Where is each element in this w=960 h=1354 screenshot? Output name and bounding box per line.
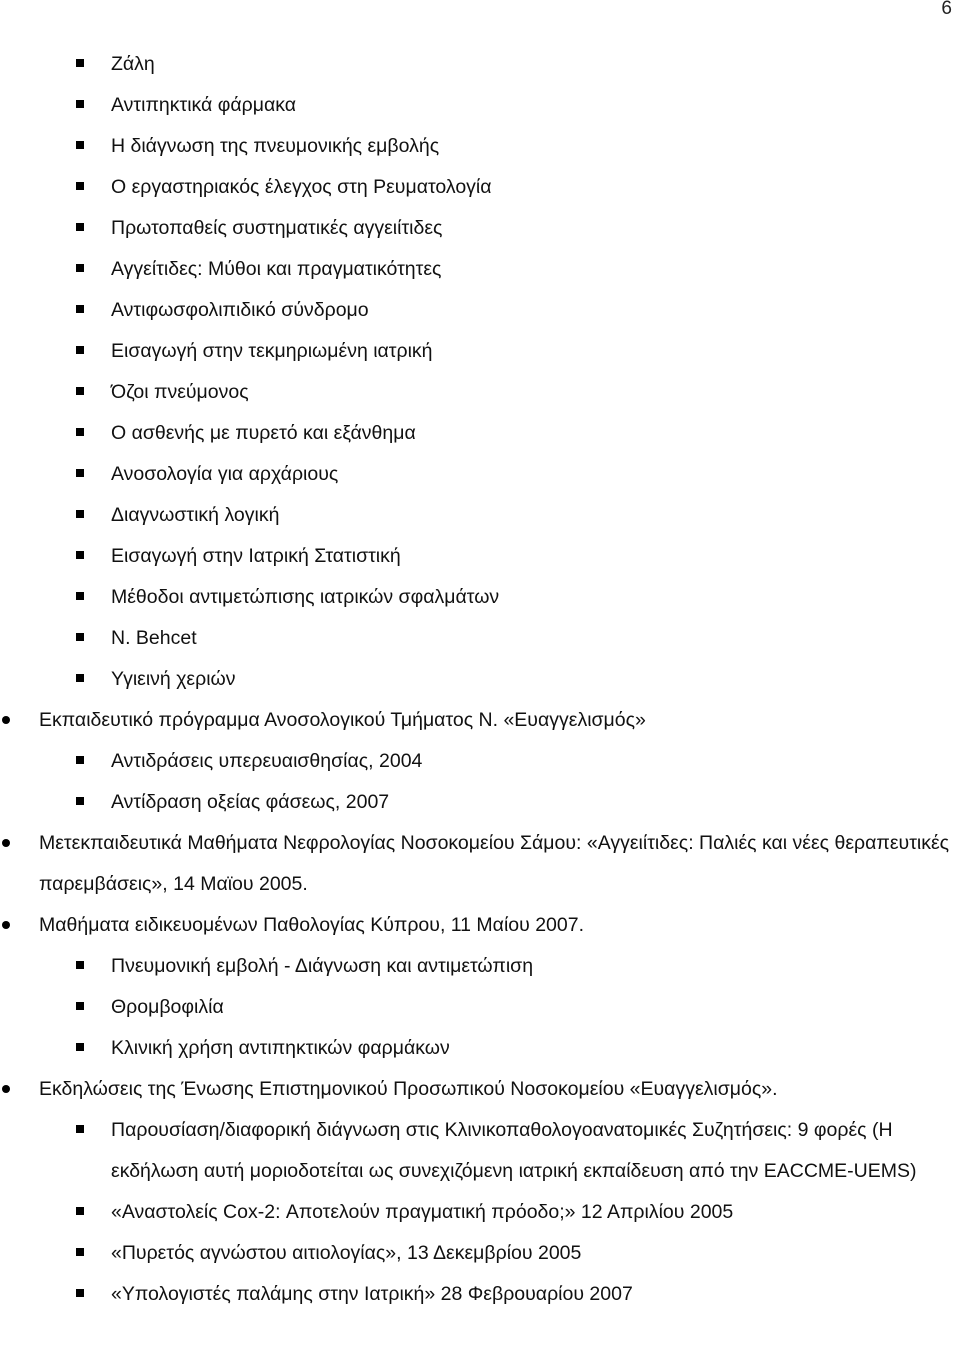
list-item: Η διάγνωση της πνευμονικής εμβολής (0, 126, 960, 167)
list-item: Κλινική χρήση αντιπηκτικών φαρμάκων (0, 1028, 960, 1069)
list-item: Μέθοδοι αντιμετώπισης ιατρικών σφαλμάτων (0, 577, 960, 618)
list-item: Θρομβοφιλία (0, 987, 960, 1028)
list-item: Αντιδράσεις υπερευαισθησίας, 2004 (0, 741, 960, 782)
section-heading: Μαθήματα ειδικευομένων Παθολογίας Κύπρου, 11 Μαίου 2007. (0, 905, 960, 946)
page-number: 6 (941, 0, 952, 19)
list-item: Ανοσολογία για αρχάριους (0, 454, 960, 495)
list-item: Υγιεινή χεριών (0, 659, 960, 700)
list-item: Όζοι πνεύμονος (0, 372, 960, 413)
section-heading: Μετεκπαιδευτικά Μαθήματα Νεφρολογίας Νοσοκομείου Σάμου: «Αγγειίτιδες: Παλιές και νέες θεραπευτικές παρεμβάσεις», 14 Μαϊου 2005. (0, 823, 960, 905)
list-item: Πρωτοπαθείς συστηματικές αγγειίτιδες (0, 208, 960, 249)
bullet-list (0, 44, 960, 1315)
list-item: Πνευμονική εμβολή - Διάγνωση και αντιμετώπιση (0, 946, 960, 987)
list-item: «Αναστολείς Cox-2: Αποτελούν πραγματική πρόοδο;» 12 Απριλίου 2005 (0, 1192, 960, 1233)
list-item: Αντιπηκτικά φάρμακα (0, 85, 960, 126)
list-item: Ζάλη (0, 44, 960, 85)
list-item: Διαγνωστική λογική (0, 495, 960, 536)
list-item: Αντίδραση οξείας φάσεως, 2007 (0, 782, 960, 823)
list-item: Εισαγωγή στην Ιατρική Στατιστική (0, 536, 960, 577)
list-item: Αντιφωσφολιπιδικό σύνδρομο (0, 290, 960, 331)
list-item: Εισαγωγή στην τεκμηριωμένη ιατρική (0, 331, 960, 372)
list-item: Ο εργαστηριακός έλεγχος στη Ρευματολογία (0, 167, 960, 208)
list-item: Αγγείτιδες: Μύθοι και πραγματικότητες (0, 249, 960, 290)
list-item: Ο ασθενής με πυρετό και εξάνθημα (0, 413, 960, 454)
list-item: «Πυρετός αγνώστου αιτιολογίας», 13 Δεκεμβρίου 2005 (0, 1233, 960, 1274)
section-heading: Εκπαιδευτικό πρόγραμμα Ανοσολογικού Τμήματος Ν. «Ευαγγελισμός» (0, 700, 960, 741)
section-heading: Εκδηλώσεις της Ένωσης Επιστημονικού Προσωπικού Νοσοκομείου «Ευαγγελισμός». (0, 1069, 960, 1110)
list-item: N. Behcet (0, 618, 960, 659)
list-item: Παρουσίαση/διαφορική διάγνωση στις Κλινικοπαθολογοανατομικές Συζητήσεις: 9 φορές (Η εκδήλωση αυτή μοριοδοτείται ως συνεχιζόμενη ιατρική εκπαίδευση από την EACCME-UEMS) (0, 1110, 960, 1192)
list-item: «Υπολογιστές παλάμης στην Ιατρική» 28 Φεβρουαρίου 2007 (0, 1274, 960, 1315)
